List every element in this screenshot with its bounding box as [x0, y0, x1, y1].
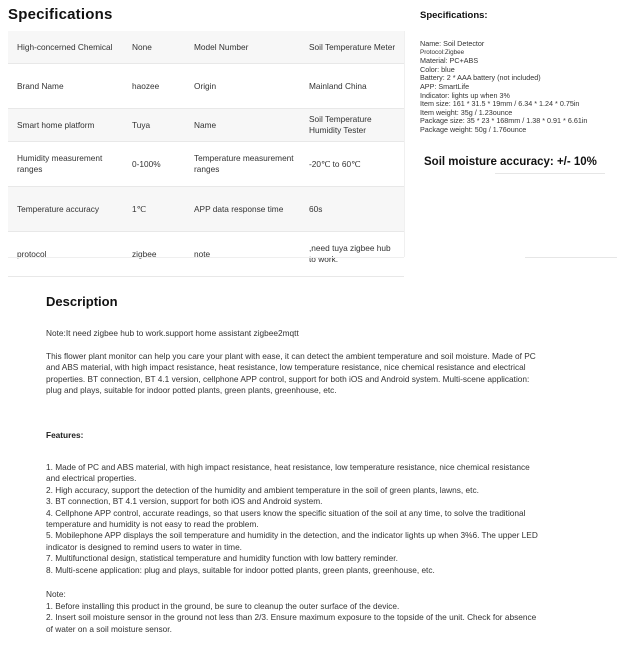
spec-value: Soil Temperature Meter	[303, 31, 404, 64]
list-item: 1. Made of PC and ABS material, with high impact resistance, heat resistance, low temperature resistance, nice chemical resistance and electrical properties.	[46, 462, 530, 484]
soil-moisture-accuracy: Soil moisture accuracy: +/- 10%	[424, 156, 597, 168]
table-row	[8, 142, 404, 187]
list-item: 1. Before installing this product in the ground, be sure to cleanup the outer surface of the device.	[46, 601, 400, 611]
spec-value: haozee	[126, 64, 188, 109]
spec-label: High-concerned Chemical	[8, 31, 126, 64]
table-row	[8, 31, 404, 64]
list-item: 2. Insert soil moisture sensor in the ground not less than 2/3. Ensure maximum exposure to the topside of the unit. Check for absence of water on a soil moisture sensor.	[46, 612, 537, 634]
table-edge-divider	[404, 31, 407, 257]
specifications-table	[8, 31, 404, 277]
list-item: 4. Cellphone APP control, accurate readings, so that users know the specific situation of the soil at any time, to solve the traditional temperature and humidity is not easy to read the problem.	[46, 507, 526, 530]
side-spec-line: Indicator: lights up when 3%	[420, 90, 510, 100]
side-spec-line: Item size: 161 * 31.5 * 19mm / 6.34 * 1.24 * 0.75in	[420, 99, 580, 109]
side-spec-line: Protocol:Zigbee	[420, 48, 465, 56]
table-row	[8, 64, 404, 109]
spec-label: Humidity measurement ranges	[8, 142, 126, 187]
note-heading: Note:	[46, 589, 66, 599]
spec-value: None	[126, 31, 188, 64]
spec-label: note	[188, 232, 303, 277]
side-spec-line: Item weight: 35g / 1.23ounce	[420, 107, 513, 117]
spec-label: Brand Name	[8, 64, 126, 109]
spec-label: Origin	[188, 64, 303, 109]
side-specifications-list	[420, 40, 587, 135]
description-title: Description	[46, 294, 118, 309]
list-item: 3. BT connection, BT 4.1 version, support for both iOS and Android system.	[46, 496, 323, 507]
spec-label: Smart home platform	[8, 109, 126, 142]
list-item: 5. Mobilephone APP displays the soil temperature and humidity in the detection, and the indicator lights up when 3%6. The upper LED indicator is designed to remind users to water in time.	[46, 530, 538, 552]
side-spec-line: Package weight: 50g / 1.76ounce	[420, 124, 527, 134]
spec-label: Temperature measurement ranges	[188, 142, 303, 187]
side-specifications-title: Specifications:	[420, 10, 488, 21]
spec-value: zigbee	[126, 232, 188, 277]
spec-label: APP data response time	[188, 187, 303, 232]
description-note: Note:It need zigbee hub to work.support home assistant zigbee2mqtt	[46, 328, 299, 338]
list-item: 2. High accuracy, support the detection of the humidity and ambient temperature in the soil of green plants, lawns, etc.	[46, 484, 479, 495]
spec-label: Name	[188, 109, 303, 142]
list-item: 7. Multifunctional design, statistical temperature and humidity function with low battery reminder.	[46, 553, 398, 564]
divider	[8, 257, 404, 258]
side-spec-line: Material: PC+ABS	[420, 56, 479, 66]
spec-value: Mainland China	[303, 64, 404, 109]
divider	[525, 257, 617, 258]
table-row	[8, 232, 404, 277]
side-spec-line: Package size: 35 * 23 * 168mm / 1.38 * 0.91 * 6.61in	[420, 116, 588, 126]
list-item: 8. Multi-scene application: plug and plays, suitable for indoor potted plants, green plants, greenhouse, etc.	[46, 564, 435, 575]
side-spec-line: APP: SmartLife	[420, 81, 470, 91]
spec-label: Model Number	[188, 31, 303, 64]
spec-label: Temperature accuracy	[8, 187, 126, 232]
divider	[495, 173, 605, 174]
description-body: This flower plant monitor can help you care your plant with ease, it can detect the ambient temperature and soil moisture. Made of PC and ABS material, with high impact resistance, heat resistance, low temperature resistance, nice chemical resistance and electrical properties. BT connection, BT 4.1 version, cellphone APP control, support for both iOS and Android system. Multi-scene application: plug and plays, suitable for indoor potted plants, green plants, greenhouse, etc.	[46, 351, 536, 396]
side-spec-line: Color: blue	[420, 64, 455, 74]
spec-value: ,need tuya zigbee hub to work.	[303, 232, 404, 277]
features-heading: Features:	[46, 430, 84, 440]
table-row	[8, 187, 404, 232]
side-spec-line: Battery: 2 * AAA battery (not included)	[420, 73, 541, 83]
specifications-title: Specifications	[8, 6, 113, 23]
spec-label: protocol	[8, 232, 126, 277]
spec-value: 60s	[303, 187, 404, 232]
notes-list	[46, 601, 540, 635]
spec-value: 0-100%	[126, 142, 188, 187]
side-spec-line: Name: Soil Detector	[420, 39, 485, 48]
spec-value: 1℃	[126, 187, 188, 232]
spec-value: Tuya	[126, 109, 188, 142]
features-list	[46, 462, 540, 576]
spec-value: Soil Temperature Humidity Tester	[303, 109, 404, 142]
table-row	[8, 109, 404, 142]
spec-value: -20℃ to 60℃	[303, 142, 404, 187]
